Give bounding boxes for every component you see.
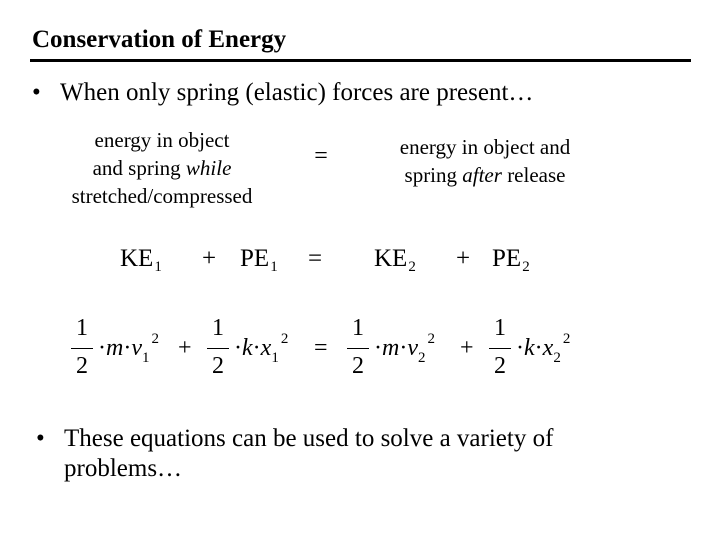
left-line-3: stretched/compressed	[71, 184, 253, 208]
left-italic-while: while	[185, 156, 232, 180]
pe1-term: $PE_1$	[240, 245, 278, 275]
title-underline	[30, 59, 691, 62]
formula-plus-1: +	[178, 335, 192, 361]
plus-2: +	[456, 245, 471, 272]
left-energy-description	[52, 126, 272, 210]
spring-energy-1: 1 2 $\cdot k\cdot x_1^2$	[206, 312, 316, 384]
ke1-term: $KE_1$	[120, 245, 162, 275]
bullet-1	[32, 78, 533, 108]
bullet-dot: •	[32, 79, 41, 106]
right-italic-after: after	[462, 163, 502, 187]
formula-equals: =	[314, 335, 328, 361]
ke2-term: $KE_2$	[374, 245, 416, 275]
pe2-term: $PE_2$	[492, 245, 530, 275]
equals-energy: =	[308, 245, 323, 272]
bullet-2-text-line-2: problems…	[64, 455, 183, 482]
plus-1: +	[202, 245, 217, 272]
kinetic-energy-1: 1 2 $\cdot m\cdot v_1^2$	[70, 312, 180, 384]
left-line-1: energy in object	[94, 128, 230, 152]
right-line-1: energy in object and	[399, 135, 571, 159]
formula-plus-2: +	[460, 335, 474, 361]
bullet-dot: •	[36, 425, 45, 452]
bullet-1-text: When only spring (elastic) forces are present…	[60, 79, 534, 106]
slide-title: Conservation of Energy	[32, 26, 287, 53]
kinetic-energy-2: 1 2 $\cdot m\cdot v_2^2$	[346, 312, 456, 384]
bullet-2-text-line-1: These equations can be used to solve a variety of	[64, 425, 554, 452]
right-energy-description	[372, 133, 598, 189]
bullet-2	[36, 424, 553, 454]
left-line-2: and spring while	[92, 156, 232, 180]
right-line-2: spring after release	[404, 163, 566, 187]
center-equals: =	[314, 143, 328, 169]
spring-energy-2: 1 2 $\cdot k\cdot x_2^2$	[488, 312, 598, 384]
